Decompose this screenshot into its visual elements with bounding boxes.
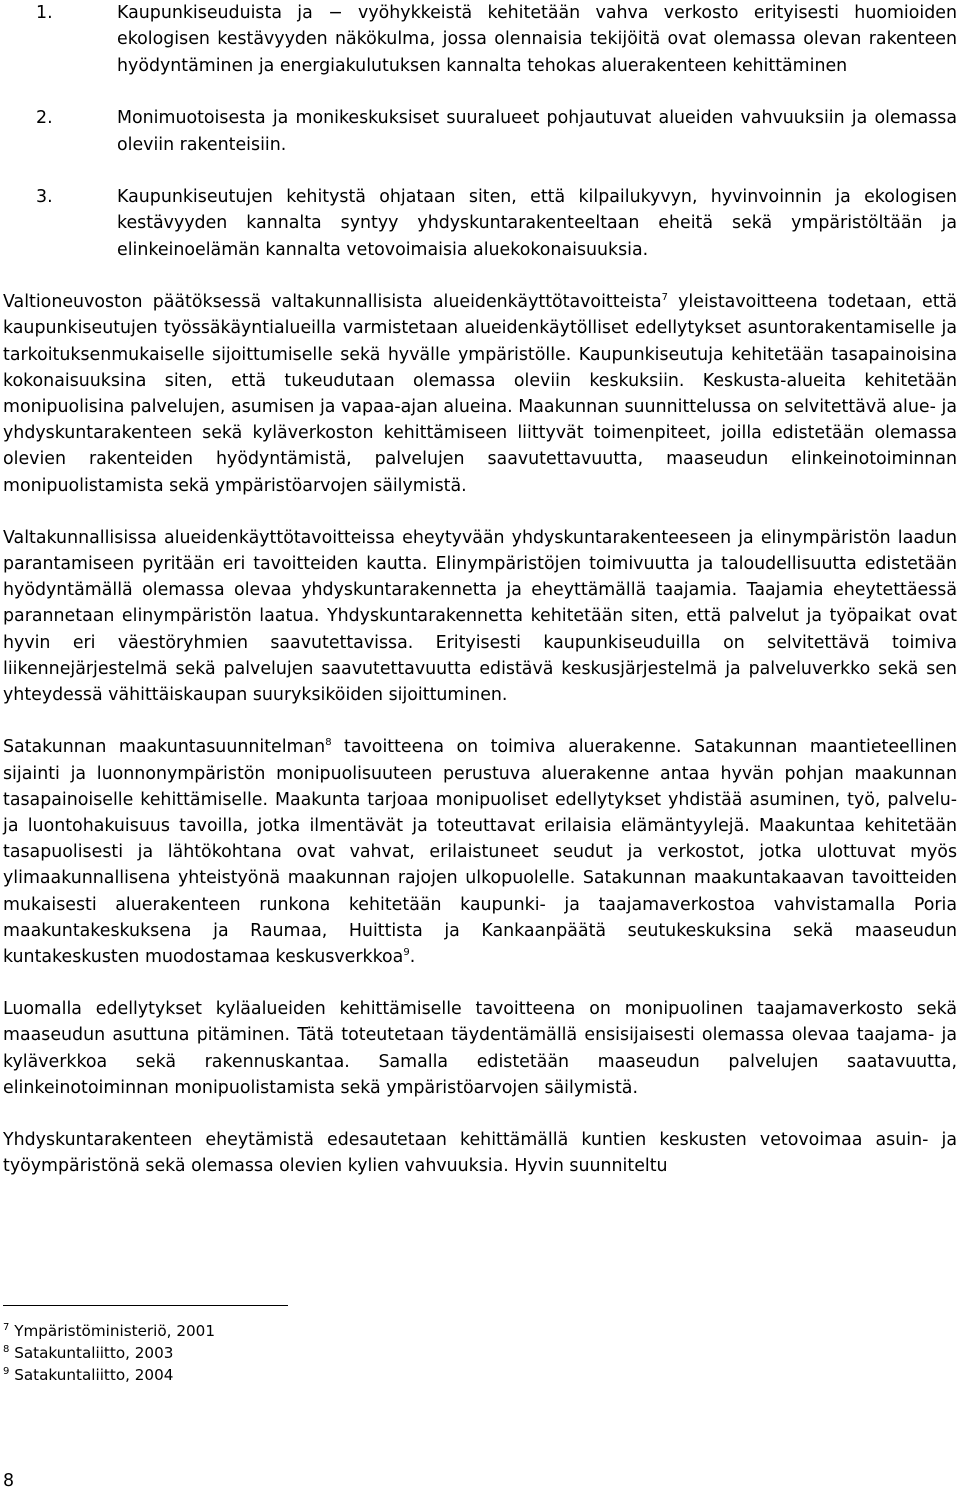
list-item [3,105,957,158]
paragraph-text: Valtioneuvoston päätöksessä valtakunnallisista alueidenkäyttötavoitteista [3,292,662,313]
paragraph-text: Valtakunnallisissa alueidenkäyttötavoitteissa eheytyvään yhdyskuntarakenteeseen ja elinympäristön laadun parantamiseen pyritään eri tavoitteiden kautta. Elinympäristöjen toimivuutta ja taloudellisuutta edistetään hyödyntämällä olemassa olevaa yhdyskuntarakennetta ja eheyttämällä taajamia. Taajamia eheytettäessä parannetaan elinympäristön laatua. Yhdyskuntarakennetta kehitetään siten, että palvelut ja työpaikat ovat hyvin eri väestöryhmien saavutettavissa. Erityisesti kaupunkiseuduilla on selvitettävä toimiva liikennejärjestelmä sekä palvelujen saavutettavuutta edistävä keskusjärjestelmä ja palveluverkko sekä sen yhteydessä vähittäiskaupan suuryksiköiden sijoittuminen. [3,527,957,706]
footnote-ref: 9 [403,946,410,958]
list-item-number: 2. [36,108,53,129]
paragraph-text: Luomalla edellytykset kyläalueiden kehittämiselle tavoitteena on monipuolinen taajamaverkosto sekä maaseudun asuttuna pitäminen. Tätä toteutetaan täydentämällä ensisijaisesti olemassa olevaa taajama- ja kyläverkkoa sekä rakennuskantaa. Samalla edistetään maaseudun palvelujen saatavuutta, elinkeinotoiminnan monipuolistamista sekä ympäristöarvojen säilymistä. [3,999,957,1098]
list-item-text: Kaupunkiseuduista ja − vyöhykkeistä kehitetään vahva verkosto erityisesti huomioiden ekologisen kestävyyden näkökulma, jossa olennaisia tekijöitä ovat olemassa olevan rakenteen hyödyntäminen ja energiakulutuksen kannalta tehokas aluerakenteen kehittäminen [117,3,957,76]
footnote [3,1364,215,1386]
list-item-text: Monimuotoisesta ja monikeskuksiset suuralueet pohjautuvat alueiden vahvuuksiin ja olemassa oleviin rakenteisiin. [117,108,957,155]
list-item-number: 1. [36,3,53,23]
footnote [3,1342,215,1364]
footnotes [3,1320,215,1386]
paragraph-text: tavoitteena on toimiva aluerakenne. Satakunnan maantieteellinen sijainti ja luonnonympäristön monipuolisuuteen perustuva aluerakenne antaa hyvän pohjan maakunnan tasapainoiselle kehittämiselle. Maakunta tarjoaa monipuoliset edellytykset yhdistää asuminen, työ, palvelu- ja luontohakuisuus tavoilla, jotka ilmentävät ja toteuttavat erilaisia elämäntyylejä. Maakuntaa kehitetään tasapuolisesti ja lähtökohtana ovat vahvat, erilaistuneet seudut ja verkostot, jotka ulottuvat myös ylimaakunnallisena yhteistyönä maakunnan rajojen ulkopuolelle. Satakunnan maakuntakaavan tavoitteiden mukaisesti aluerakenteen runkona kehitetään kaupunki- ja taajamaverkostoa vahvistamalla Poria maakuntakeskuksena ja Raumaa, Huittista ja Kankaanpäätä seutukeskuksina sekä maaseudun kuntakeskusten muodostamaa keskusverkkoa [3,737,957,967]
paragraph-kyla-alueet [3,996,957,1101]
list-item [3,0,957,79]
footnote-ref: 8 [325,737,332,749]
paragraph-text: Satakunnan maakuntasuunnitelman [3,737,326,758]
paragraph-satakunta [3,734,957,970]
list-item-text: Kaupunkiseutujen kehitystä ohjataan siten, että kilpailukyvyn, hyvinvoinnin ja ekologisen kestävyyden kannalta syntyy yhdyskuntarakenteeltaan eheitä sekä ympäristöltään ja elinkeinoelämän kannalta vetovoimaisia aluekokonaisuuksia. [117,187,957,260]
footnote-divider [3,1305,288,1306]
list-item [3,184,957,263]
page-number: 8 [3,1471,15,1491]
footnote-ref: 7 [661,292,668,304]
paragraph-valtioneuvosto [3,289,957,499]
footnote-number: 7 [3,1322,10,1333]
footnote-text: Satakuntaliitto, 2003 [14,1344,174,1362]
paragraph-valtakunnalliset [3,525,957,708]
list-item-number: 3. [36,187,53,208]
footnote-text: Satakuntaliitto, 2004 [14,1366,174,1384]
footnote-number: 9 [3,1366,10,1377]
footnote-text: Ympäristöministeriö, 2001 [14,1322,215,1340]
footnote [3,1320,215,1342]
paragraph-text: yleistavoitteena todetaan, että kaupunkiseutujen työssäkäyntialueilla varmistetaan alueidenkäytölliset edellytykset asuntorakentamiselle ja tarkoituksenmukaiselle sijoittumiselle sekä hyvälle ympäristölle. Kaupunkiseutuja kehitetään tasapainoisina kokonaisuuksina siten, että tukeudutaan olemassa oleviin keskuksiin. Keskusta-alueita kehitetään monipuolisina palvelujen, asumisen ja vapaa-ajan alueina. Maakunnan suunnittelussa on selvitettävä alue- ja yhdyskuntarakenteen sekä kyläverkoston kehittämiseen liittyvät toimenpiteet, joilla edistetään olemassa olevien rakenteiden hyödyntämistä, palvelujen saavutettavuutta, maaseudun elinkeinotoiminnan monipuolistamista sekä ympäristöarvojen säilymistä. [3,292,957,496]
paragraph-eheyttaminen [3,1127,957,1179]
document-page [3,0,957,1179]
paragraph-text: Yhdyskuntarakenteen eheytämistä edesautetaan kehittämällä kuntien keskusten vetovoimaa asuin- ja työympäristönä sekä olemassa olevien kylien vahvuuksia. Hyvin suunniteltu [3,1129,957,1177]
paragraph-text: . [409,946,416,967]
footnote-number: 8 [3,1344,10,1355]
goals-list [3,0,957,263]
